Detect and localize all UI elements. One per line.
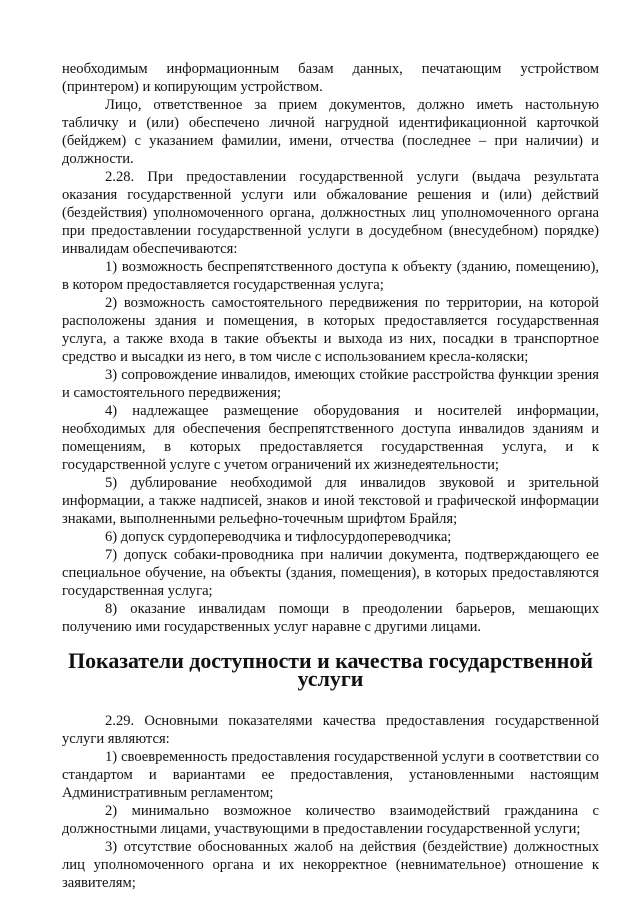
list-item-3: 3) сопровождение инвалидов, имеющих стойкие расстройства функции зрения и самостоятельного передвижения; xyxy=(62,367,599,401)
paragraph-2-28: 2.28. При предоставлении государственной услуги (выдача результата оказания государственной услуги или обжалование решения и (или) действий (бездействия) уполномоченного органа, должностных лиц уполномоченного органа при предоставлении государственной услуги в досудебном (внесудебном) порядке) инвалидам обеспечиваются: xyxy=(62,169,599,257)
paragraphs-before xyxy=(62,60,599,636)
list-item-3: 3) отсутствие обоснованных жалоб на действия (бездействие) должностных лиц уполномоченного органа и их некорректное (невнимательное) отношение к заявителям; xyxy=(62,839,599,891)
paragraph: Лицо, ответственное за прием документов, должно иметь настольную табличку и (или) обеспечено личной нагрудной идентификационной карточкой (бейджем) с указанием фамилии, имени, отчества (последнее – при наличии) и должности. xyxy=(62,97,599,167)
paragraphs-after xyxy=(62,712,599,892)
list-item-1: 1) своевременность предоставления государственной услуги в соответствии со стандартом и вариантами ее предоставления, установленными настоящим Административным регламентом; xyxy=(62,749,599,801)
list-item-6: 6) допуск сурдопереводчика и тифлосурдопереводчика; xyxy=(105,529,452,545)
section-heading: Показатели доступности и качества государственной услуги xyxy=(68,648,593,691)
list-item-8: 8) оказание инвалидам помощи в преодолении барьеров, мешающих получению ими государственных услуг наравне с другими лицами. xyxy=(62,601,599,635)
paragraph: необходимым информационным базам данных, печатающим устройством (принтером) и копирующим устройством. xyxy=(62,61,599,95)
list-item-2: 2) минимально возможное количество взаимодействий гражданина с должностными лицами, участвующими в предоставлении государственной услуги; xyxy=(62,803,599,837)
paragraph-2-29: 2.29. Основными показателями качества предоставления государственной услуги являются: xyxy=(62,713,599,747)
list-item-1: 1) возможность беспрепятственного доступа к объекту (зданию, помещению), в котором предоставляется государственная услуга; xyxy=(62,259,599,293)
list-item-5: 5) дублирование необходимой для инвалидов звуковой и зрительной информации, а также надписей, знаков и иной текстовой и графической информации знаками, выполненными рельефно-точечным шрифтом Брайля; xyxy=(62,475,599,527)
list-item-4: 4) надлежащее размещение оборудования и носителей информации, необходимых для обеспечения беспрепятственного доступа инвалидов зданиям и помещениям, в которых предоставляется государственная услуга, и к государственной услуге с учетом ограничений их жизнедеятельности; xyxy=(62,403,599,473)
list-item-7: 7) допуск собаки-проводника при наличии документа, подтверждающего ее специальное обучение, на объекты (здания, помещения), в которых предоставляются государственная услуга; xyxy=(62,547,599,599)
list-item-2: 2) возможность самостоятельного передвижения по территории, на которой расположены здания и помещения, в которых предоставляется государственная услуга, а также входа в такие объекты и выхода из них, посадки в транспортное средство и высадки из него, в том числе с использованием кресла-коляски; xyxy=(62,295,599,365)
document-page xyxy=(62,60,599,892)
